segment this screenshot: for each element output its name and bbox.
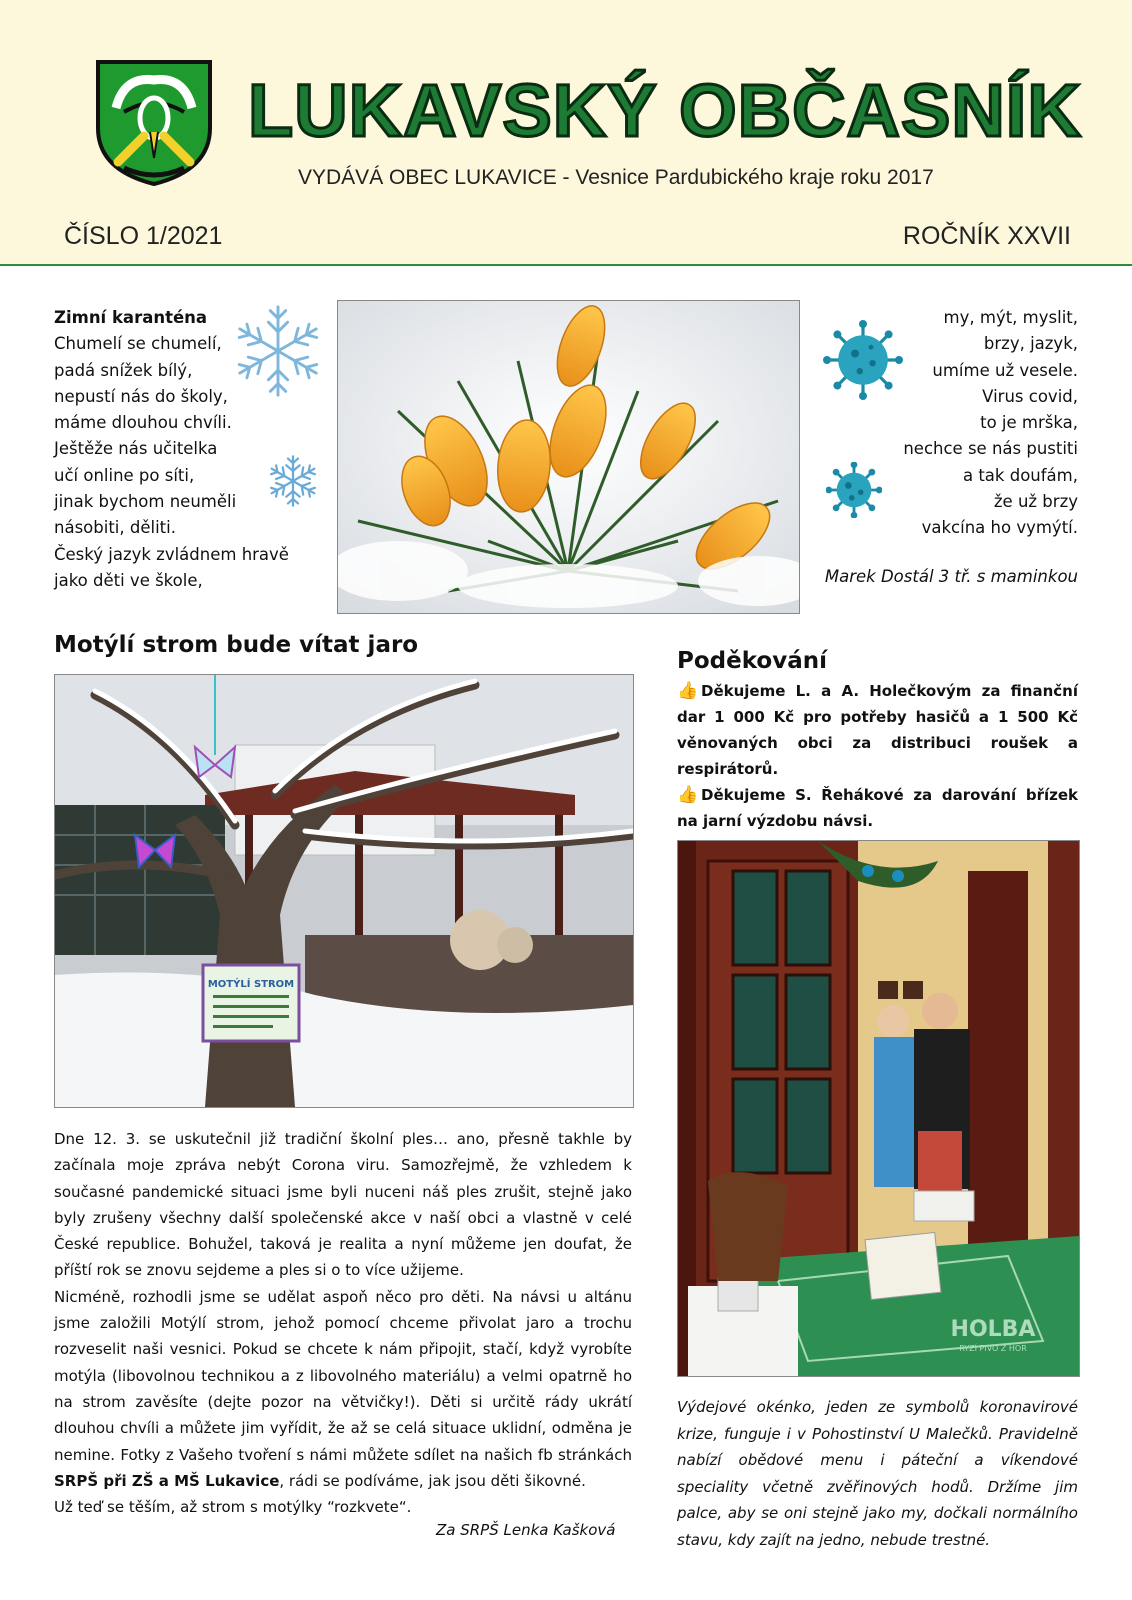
- article-heading: Motýlí strom bude vítat jaro: [54, 632, 419, 658]
- snowflake-icon: [265, 453, 321, 509]
- article-bold-text: SRPŠ při ZŠ a MŠ Lukavice: [54, 1471, 280, 1490]
- poem-line: nechce se nás pustiti: [903, 439, 1078, 459]
- butterfly-tree-photo: [54, 674, 634, 1108]
- poem-line: nepustí nás do školy,: [54, 386, 228, 406]
- issue-number: ČÍSLO 1/2021: [64, 222, 223, 250]
- virus-icon: [826, 462, 882, 518]
- poem-signature: Marek Dostál 3 tř. s maminkou: [824, 567, 1078, 586]
- thumbs-up-icon: 👍: [677, 681, 699, 701]
- article-paragraph: Už teď se těším, až strom s motýlky “rozkvete“.: [54, 1498, 412, 1517]
- poem-line: a tak doufám,: [962, 465, 1078, 485]
- thanks-item: [677, 678, 1078, 782]
- tablecloth-sub-text: RYZÍ PIVO Z HOR: [959, 1344, 1027, 1353]
- poem-line: Ještěže nás učitelka: [54, 439, 218, 459]
- photo-caption: Výdejové okénko, jeden ze symbolů koronavirové krize, funguje i v Pohostinství U Malečků. Pravidelně nabízí obědové menu i páteční a víkendové speciality včetně zvěřinových hodů. Držíme jim palce, aby se oni stejně jako my, dočkali normálního stavu, kdy zajít na jedno, nebude trestné.: [677, 1398, 1078, 1549]
- poem-line: násobiti, děliti.: [54, 518, 176, 538]
- article-text: Nicméně, rozhodli jsme se udělat aspoň něco pro děti. Na návsi u altánu jsme založili Motýlí strom, jehož pomocí chceme přivolat jaro a trochu rozveselit naši vesnici. Pokud se chcete k nám připojit, stačí, když vyrobíte motýla (libovolnou technikou a z libovolného materiálu) a velmi opatrně ho na strom zavěsíte (dejte pozor na větvičky!). Děti si určitě rády ukrátí dlouhou chvíli a můžete jim vyřídit, že až se celá situace uklidní, odměna je nemine. Fotky z Vašeho tvoření s námi můžete sdílet na našich fb stránkách: [54, 1287, 632, 1464]
- poem-line: vakcína ho vymýtí.: [921, 518, 1078, 538]
- thanks-item: [677, 782, 1078, 834]
- poem-line: Virus covid,: [982, 386, 1078, 406]
- thumbs-up-icon: 👍: [677, 785, 699, 805]
- article-signature: Za SRPŠ Lenka Kašková: [436, 1521, 616, 1539]
- article-paragraph: Dne 12. 3. se uskutečnil již tradiční školní ples… ano, přesně takhle by začínala moje zpráva nebýt Corona viru. Samozřejmě, že vzhledem k současné pandemické situaci jsme byli nuceni náš ples zrušit, stejně jako byly zrušeny všechny další společenské akce v naší obci a vlastně v celé České republice. Bohužel, taková je realita a nyní můžeme jen doufat, že příští rok se znovu sejdeme a ples si o to více užijeme.: [54, 1130, 632, 1280]
- snowflake-icon: [230, 303, 326, 399]
- article-paragraph: [54, 1284, 632, 1494]
- thanks-item-text: Děkujeme S. Řehákové za darování břízek na jarní výzdobu návsi.: [677, 786, 1078, 830]
- newspaper-title: LUKAVSKÝ OBČASNÍK: [248, 69, 1082, 152]
- poem-line: že už brzy: [993, 492, 1078, 512]
- coat-of-arms-logo: [94, 58, 214, 188]
- tree-sign-text: MOTÝLÍ STROM: [207, 979, 295, 990]
- poem-line: my, mýt, myslit,: [943, 308, 1078, 327]
- poem-line: jako děti ve škole,: [54, 570, 203, 590]
- virus-icon: [823, 320, 903, 400]
- poem-line: brzy, jazyk,: [983, 334, 1078, 354]
- crocus-in-snow-photo: [337, 300, 800, 614]
- thanks-heading: Poděkování: [677, 648, 827, 674]
- poem-line: Chumelí se chumelí,: [54, 334, 222, 354]
- masthead: [0, 0, 1132, 266]
- poem-line: jinak bychom neuměli: [54, 492, 237, 512]
- poem-title: Zimní karanténa: [54, 308, 208, 327]
- tablecloth-logo-text: HOLBA: [950, 1317, 1036, 1342]
- poem-line: máme dlouhou chvíli.: [54, 413, 232, 433]
- takeaway-window-photo: [677, 840, 1080, 1377]
- poem-line: Český jazyk zvládnem hravě: [54, 544, 289, 564]
- thanks-item-text: Děkujeme L. a A. Holečkovým za finanční dar 1 000 Kč pro potřeby hasičů a 1 500 Kč věnovaných obci za distribuci roušek a respirátorů.: [677, 682, 1078, 778]
- poem-line: padá snížek bílý,: [54, 360, 193, 380]
- poem-line: učí online po síti,: [54, 465, 195, 485]
- article-body: [54, 1126, 632, 1520]
- newspaper-subtitle: VYDÁVÁ OBEC LUKAVICE - Vesnice Pardubického kraje roku 2017: [298, 166, 934, 189]
- thanks-list: [677, 678, 1078, 834]
- poem-line: to je mrška,: [980, 413, 1078, 433]
- poem-line: umíme už vesele.: [932, 360, 1078, 380]
- volume-number: ROČNÍK XXVII: [902, 222, 1071, 250]
- article-text: , rádi se podíváme, jak jsou děti šikovné.: [279, 1471, 586, 1490]
